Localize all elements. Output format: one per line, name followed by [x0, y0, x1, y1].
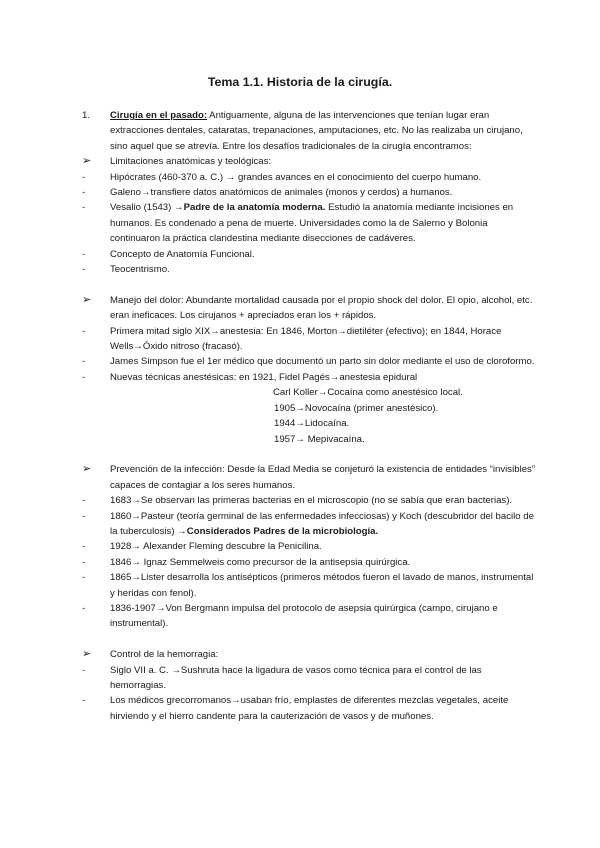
- spacer: [82, 447, 537, 462]
- list-item: [82, 539, 537, 554]
- dash-bullet: -: [82, 556, 86, 568]
- dash-bullet: -: [82, 664, 86, 676]
- item-text: Estudió la anatomía mediante incisiones en humanos. Es condenado a pena de muerte. Universidades como la de Salerno y Bolonia continuaron la práctica clandestina mediante disecciones de cadáveres.: [110, 202, 514, 245]
- dash-bullet: -: [82, 187, 86, 199]
- section-text: Antiguamente, alguna de las intervenciones que tenían lugar eran extracciones dentales, cataratas, trepanaciones, amputaciones, etc. No las realizaba un cirujano, sino aquel que se atrevía. Entre los desafíos tradicionales de la cirugía encontramos:: [110, 110, 523, 152]
- list-item: [82, 555, 537, 570]
- dash-bullet: -: [82, 695, 86, 707]
- arrow-bullet-icon: ➢: [82, 648, 92, 661]
- item-text: 1836-1907→Von Bergmann impulsa del protocolo de asepsia quirúrgica (campo, cirujano e instrumental).: [110, 602, 498, 630]
- item-text: Galeno→transfiere datos anatómicos de animales (monos y cerdos) a humanos.: [110, 187, 453, 199]
- page-title: Tema 1.1. Historia de la cirugía.: [207, 75, 393, 89]
- list-item: [82, 354, 537, 369]
- item-text: Limitaciones anatómicas y teológicas:: [110, 156, 272, 168]
- dash-bullet: -: [82, 264, 86, 276]
- list-item-control-hemorragia: [82, 647, 537, 662]
- sub-item: Carl Koller→Cocaína como anestésico local.: [273, 387, 463, 399]
- item-text: Siglo VII a. C. →Sushruta hace la ligadura de vasos como técnica para el control de las hemorragias.: [110, 664, 482, 691]
- item-bold-text: Considerados Padres de la microbiología.: [186, 525, 379, 537]
- item-text: James Simpson fue el 1er médico que documentó un parto sin dolor mediante el uso de cloroformo.: [110, 356, 535, 368]
- list-item: [82, 247, 537, 262]
- dash-bullet: -: [82, 202, 86, 214]
- list-item: [82, 262, 537, 277]
- document-body: [82, 108, 537, 724]
- list-item-prevencion-infeccion: [82, 462, 537, 493]
- list-item: [82, 324, 537, 355]
- item-text: Los médicos grecorromanos→usaban frío, emplastes de diferentes mezclas vegetales, aceite hirviendo y el hierro candente para la cauterización de vasos y de muñones.: [110, 695, 509, 722]
- item-text: Teocentrismo.: [110, 264, 170, 276]
- item-text: Prevención de la infección: Desde la Edad Media se conjeturó la existencia de entidades “invisibles” capaces de contagiar a los seres humanos.: [110, 464, 536, 491]
- arrow-bullet-icon: ➢: [82, 463, 92, 476]
- arrow-bullet-icon: ➢: [82, 155, 92, 168]
- list-item: [82, 693, 537, 724]
- item-text: 1846→ Ignaz Semmelweis como precursor de la antisepsia quirúrgica.: [110, 556, 411, 568]
- item-text: Manejo del dolor: Abundante mortalidad causada por el propio shock del dolor. El opio, alcohol, etc. eran ineficaces. Los cirujanos + apreciados eran los + rápidos.: [110, 294, 533, 322]
- item-text: Concepto de Anatomía Funcional.: [110, 248, 255, 260]
- item-text: 1860→Pasteur (teoría germinal de las enfermedades infecciosas) y Koch (descubridor del bacilo de la tuberculosis) →: [110, 510, 534, 537]
- arrow-bullet-icon: ➢: [82, 293, 92, 306]
- item-text: Hipócrates (460-370 a. C.) → grandes avances en el conocimiento del cuerpo humano.: [110, 171, 482, 183]
- item-text: Nuevas técnicas anestésicas: en 1921, Fidel Pagés→anestesia epidural: [110, 371, 418, 383]
- list-item: [82, 170, 537, 185]
- item-text: 1928→ Alexander Fleming descubre la Penicilina.: [110, 541, 322, 553]
- spacer: [82, 632, 537, 647]
- list-number: 1.: [82, 110, 91, 121]
- item-text: Vesalio (1543) →: [110, 202, 184, 214]
- section-cirugia-pasado: [82, 108, 537, 154]
- list-item: [82, 185, 537, 200]
- sub-item: 1905→Novocaína (primer anestésico).: [274, 402, 439, 414]
- dash-bullet: -: [82, 171, 86, 183]
- item-text: 1865→Lister desarrolla los antisépticos (primeros métodos fueron el lavado de manos, instrumental y heridas con fenol).: [110, 572, 534, 599]
- list-item: [82, 509, 537, 540]
- item-text: Control de la hemorragia:: [110, 649, 219, 661]
- dash-bullet: -: [82, 325, 86, 337]
- sub-item: 1957→ Mepivacaína.: [274, 433, 365, 445]
- section-heading: Cirugía en el pasado:: [110, 110, 208, 121]
- list-item: [82, 601, 537, 632]
- spacer: [82, 277, 537, 292]
- list-item: [82, 570, 537, 601]
- dash-bullet: -: [82, 510, 86, 522]
- list-item-limitaciones: [82, 154, 537, 169]
- dash-bullet: -: [82, 495, 86, 507]
- list-item: [82, 200, 537, 246]
- dash-bullet: -: [82, 356, 86, 368]
- list-item: [82, 663, 537, 694]
- list-item: [82, 493, 537, 508]
- item-text: 1683→Se observan las primeras bacterias en el microscopio (no se sabía que eran bacterias).: [110, 495, 513, 507]
- sub-item: 1944→Lidocaína.: [274, 418, 350, 430]
- dash-bullet: -: [82, 541, 86, 553]
- list-item: [82, 370, 537, 385]
- dash-bullet: -: [82, 602, 86, 614]
- item-text: Primera mitad siglo XIX→anestesia: En 1846, Morton→dietiléter (efectivo); en 1844, Horace Wells→Óxido nitroso (fracasó).: [110, 325, 502, 353]
- list-item-manejo-dolor: [82, 293, 537, 324]
- item-bold-text: Padre de la anatomía moderna.: [183, 202, 326, 214]
- dash-bullet: -: [82, 371, 86, 383]
- dash-bullet: -: [82, 248, 86, 260]
- dash-bullet: -: [82, 572, 86, 584]
